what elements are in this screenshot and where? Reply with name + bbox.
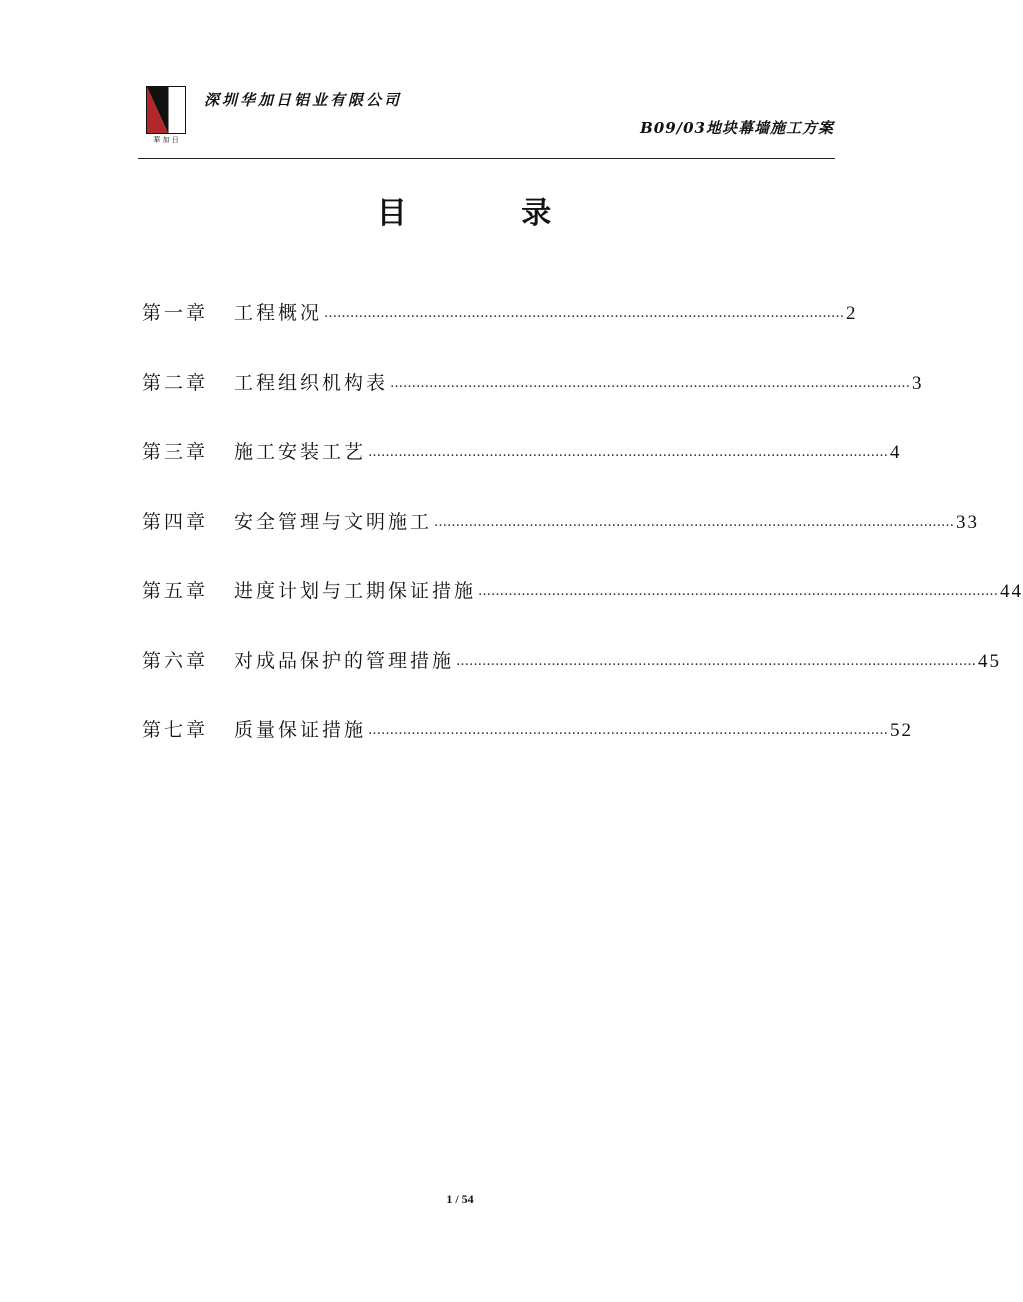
company-name: 深圳华加日铝业有限公司 (204, 91, 403, 109)
toc-entry[interactable] (142, 435, 902, 470)
toc-entry[interactable] (142, 713, 914, 748)
chapter-title: 对成品保护的管理措施 (234, 649, 455, 672)
page-number: 33 (956, 511, 980, 533)
dot-leader: ………………………………………………………………………………………………………… (390, 375, 911, 391)
dot-leader: ………………………………………………………………………………………………………… (456, 653, 977, 669)
page-indicator: 1 / 54 (446, 1192, 474, 1206)
dot-leader: ………………………………………………………………………………………………………… (434, 514, 955, 530)
chapter-number: 第四章 (142, 510, 209, 533)
dot-leader: ………………………………………………………………………………………………………… (368, 445, 889, 460)
chapter-number: 第六章 (142, 649, 209, 672)
page-number: 52 (890, 720, 914, 741)
company-logo (146, 86, 186, 144)
page-number: 45 (978, 650, 1002, 672)
chapter-title: 质量保证措施 (234, 719, 367, 741)
table-of-contents (142, 296, 1023, 783)
page-number: 2 (846, 303, 858, 324)
toc-heading: 目 录 (376, 196, 604, 231)
page-number: 3 (912, 372, 924, 394)
chapter-number: 第二章 (142, 371, 209, 394)
dot-leader: ………………………………………………………………………………………………………… (368, 723, 889, 738)
page-number: 4 (890, 442, 902, 463)
toc-entry[interactable] (142, 366, 924, 401)
chapter-title: 进度计划与工期保证措施 (234, 580, 477, 602)
page-number: 44 (1000, 581, 1023, 602)
toc-entry[interactable] (142, 296, 858, 331)
logo-caption: 華 加 日 (153, 136, 179, 144)
toc-entry[interactable] (142, 574, 1023, 609)
header-divider (138, 158, 835, 159)
toc-entry[interactable] (142, 505, 980, 540)
document-title: B09/03地块幕墙施工方案 (640, 119, 834, 137)
chapter-number: 第五章 (142, 580, 209, 602)
dot-leader: ………………………………………………………………………………………………………… (324, 306, 845, 321)
chapter-title: 施工安装工艺 (234, 441, 367, 463)
chapter-number: 第三章 (142, 441, 209, 463)
dot-leader: ………………………………………………………………………………………………………… (478, 584, 999, 599)
chapter-number: 第一章 (142, 302, 209, 324)
chapter-title: 工程概况 (234, 302, 323, 324)
chapter-title: 安全管理与文明施工 (234, 510, 433, 533)
chapter-number: 第七章 (142, 719, 209, 741)
chapter-title: 工程组织机构表 (234, 371, 389, 394)
toc-entry[interactable] (142, 644, 1002, 679)
logo-mark (146, 86, 186, 144)
